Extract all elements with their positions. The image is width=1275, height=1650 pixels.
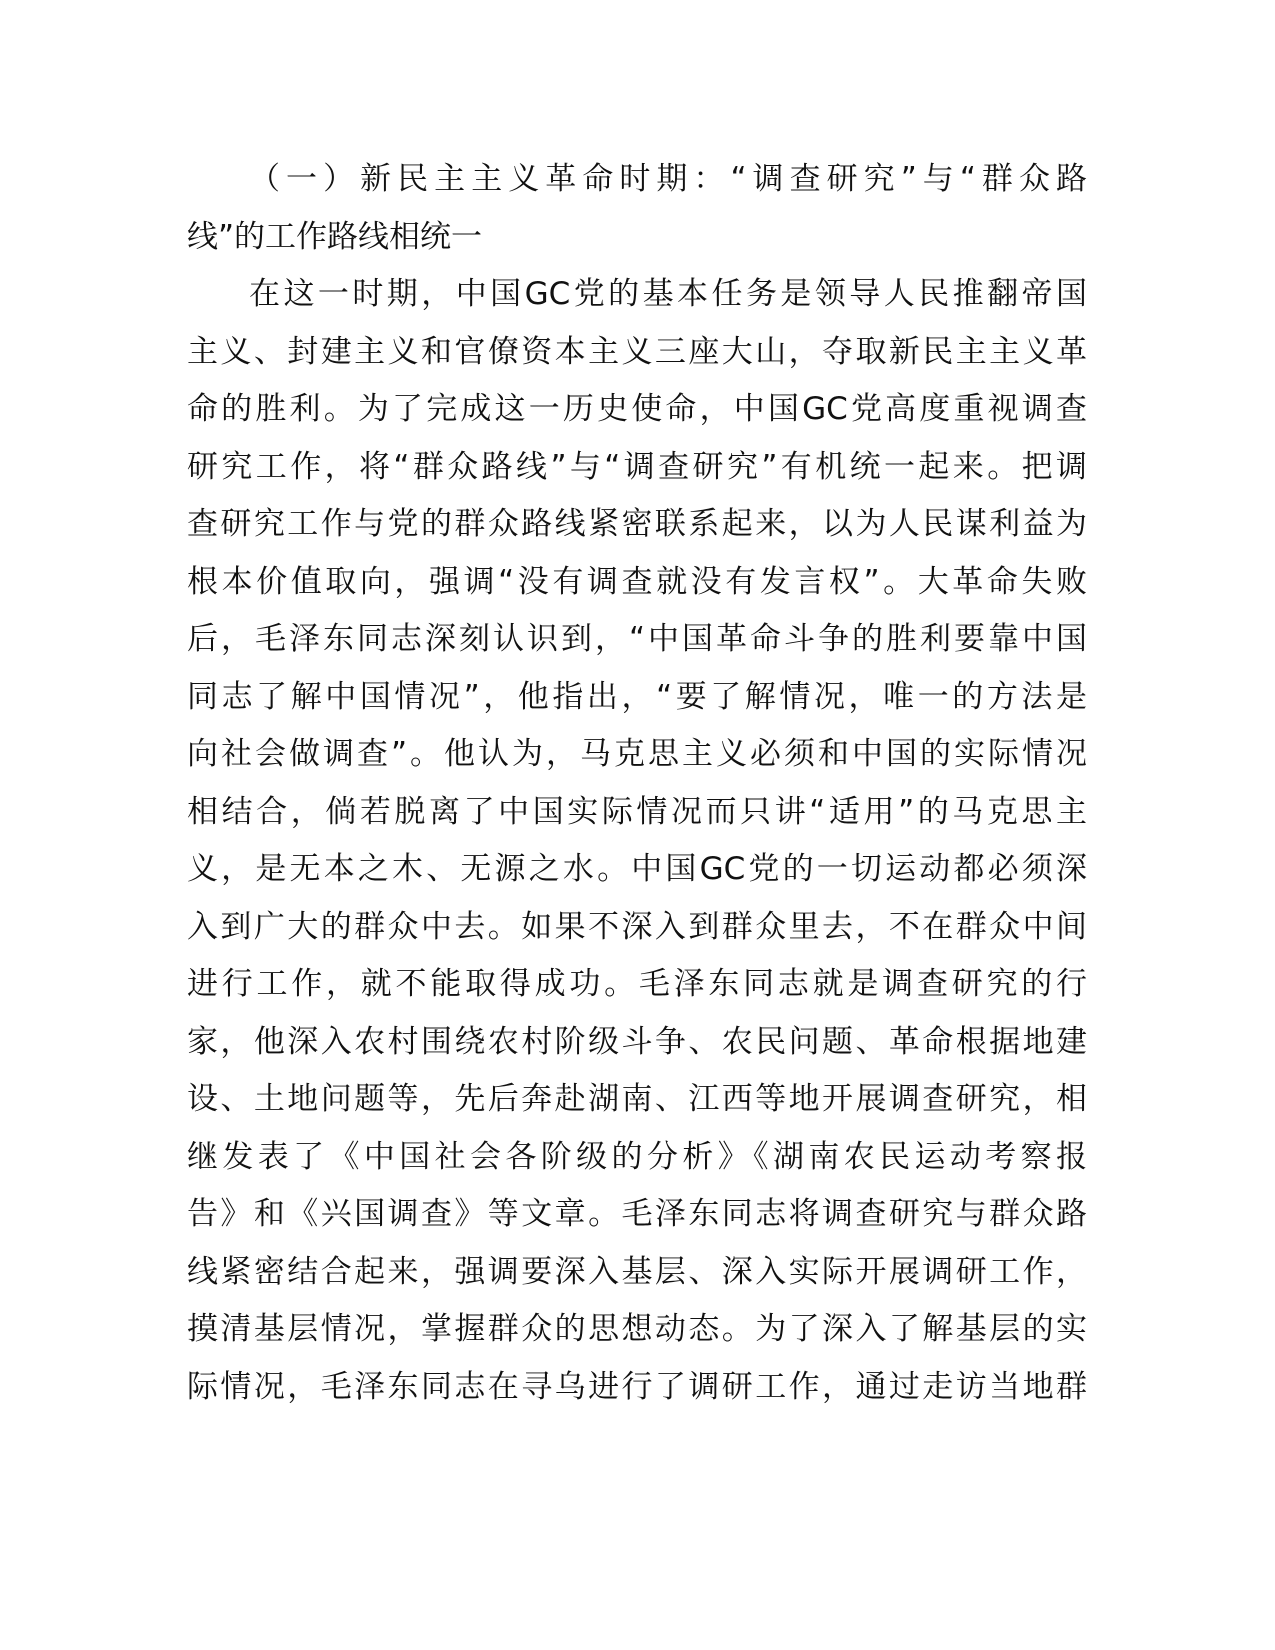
paragraph-line: 设、土地问题等，先后奔赴湖南、江西等地开展调查研究，相 xyxy=(187,1081,1087,1117)
paragraph-line: 主义、封建主义和官僚资本主义三座大山，夺取新民主主义革 xyxy=(187,333,1087,370)
paragraph-line: 家，他深入农村围绕农村阶级斗争、农民问题、革命根据地建 xyxy=(187,1023,1087,1060)
paragraph-line: 研究工作，将“群众路线”与“调查研究”有机统一起来。把调 xyxy=(187,448,1087,485)
body-paragraph xyxy=(187,266,1087,1416)
paragraph-line: 后，毛泽东同志深刻认识到，“中国革命斗争的胜利要靠中国 xyxy=(187,621,1087,657)
paragraph-line: 继发表了《中国社会各阶级的分析》《湖南农民运动考察报 xyxy=(187,1138,1087,1175)
paragraph-line: 同志了解中国情况”，他指出，“要了解情况，唯一的方法是 xyxy=(187,678,1087,715)
paragraph-line: 告》和《兴国调查》等文章。毛泽东同志将调查研究与群众路 xyxy=(187,1196,1087,1232)
paragraph-line: 摸清基层情况，掌握群众的思想动态。为了深入了解基层的实 xyxy=(187,1311,1087,1347)
paragraph-line: 查研究工作与党的群众路线紧密联系起来，以为人民谋利益为 xyxy=(187,506,1087,542)
paragraph-line: 进行工作，就不能取得成功。毛泽东同志就是调查研究的行 xyxy=(187,966,1087,1002)
heading-line: 线”的工作路线相统一 xyxy=(187,218,483,255)
paragraph-line: 根本价值取向，强调“没有调查就没有发言权”。大革命失败 xyxy=(187,563,1087,600)
paragraph-line: 相结合，倘若脱离了中国实际情况而只讲“适用”的马克思主 xyxy=(187,793,1087,830)
section-heading xyxy=(187,151,1087,266)
paragraph-line: 命的胜利。为了完成这一历史使命，中国GC党高度重视调查 xyxy=(187,391,1087,427)
paragraph-line: 入到广大的群众中去。如果不深入到群众里去，不在群众中间 xyxy=(187,908,1087,945)
document-body xyxy=(187,151,1087,1416)
paragraph-line: 际情况，毛泽东同志在寻乌进行了调研工作，通过走访当地群 xyxy=(187,1368,1087,1405)
paragraph-line: 向社会做调查”。他认为，马克思主义必须和中国的实际情况 xyxy=(187,736,1087,772)
paragraph-line: 线紧密结合起来，强调要深入基层、深入实际开展调研工作， xyxy=(187,1253,1087,1290)
heading-line: （一）新民主主义革命时期：“调查研究”与“群众路 xyxy=(249,161,1087,197)
paragraph-line: 义，是无本之木、无源之水。中国GC党的一切运动都必须深 xyxy=(187,851,1087,887)
paragraph-line: 在这一时期，中国GC党的基本任务是领导人民推翻帝国 xyxy=(249,276,1087,312)
